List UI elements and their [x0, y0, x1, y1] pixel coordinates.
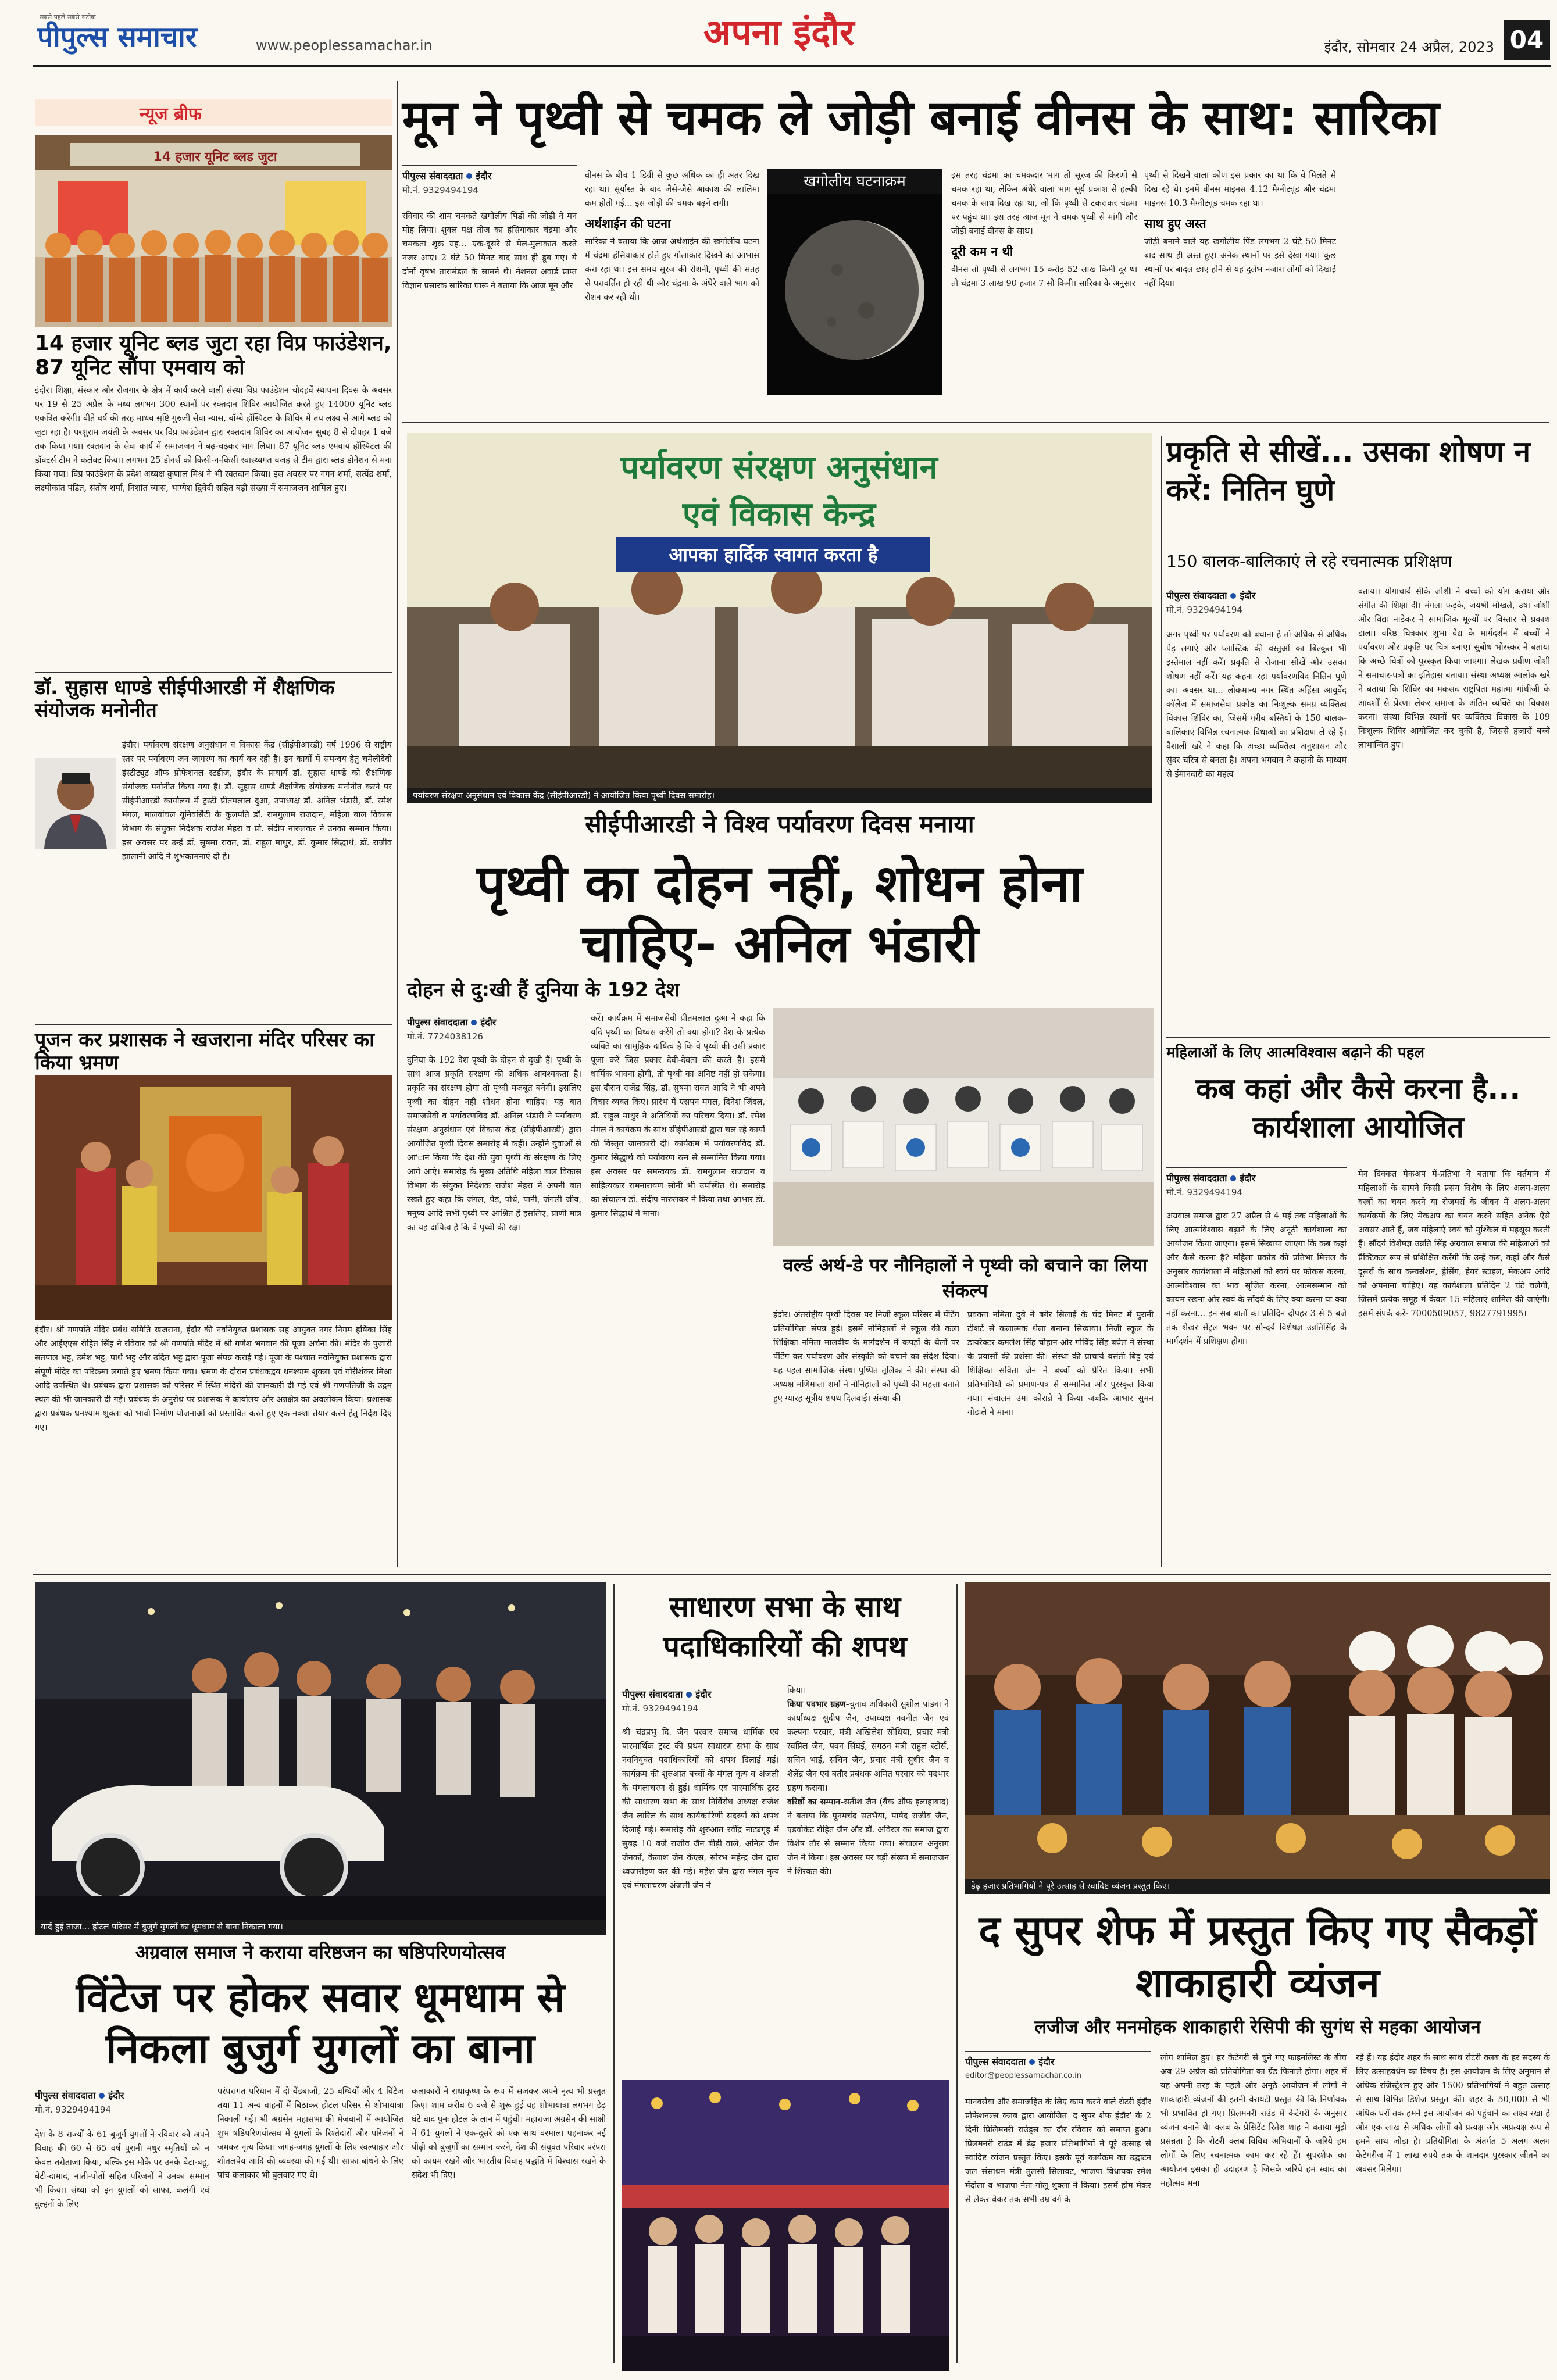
moon-illustration [767, 194, 942, 395]
nitin-bottom-rule [1166, 1037, 1550, 1038]
vintage-headline: विंटेज पर होकर सवार धूमधाम से निकला बुजुर्ग युगलों का बाना [76, 1974, 565, 2072]
super-chef-photo [965, 1582, 1550, 1879]
moon-headline: मून ने पृथ्वी से चमक ले जोड़ी बनाई वीनस के साथ: सारिका [402, 91, 1440, 146]
brand-tagline: सबसे पहले सबसे सटीक [40, 13, 96, 21]
moon-venus-photo [767, 169, 942, 395]
column-rule [397, 81, 398, 1567]
blood-donation-photo [35, 135, 392, 327]
super-chef-byline [965, 2051, 1151, 2083]
byline-phone: मो.नं. 7724038126 [407, 1031, 483, 1042]
byline-phone: मो.नं. 9329494194 [402, 185, 478, 195]
byline-phone: मो.नं. 9329494194 [35, 2104, 111, 2115]
moon-col-4 [1144, 169, 1336, 395]
moon-byline [402, 165, 577, 197]
page-number: 04 [1504, 20, 1550, 60]
moon-col-2a: वीनस के बीच 1 डिग्री से कुछ अधिक का ही अंतर दिख रहा था। सूर्यास्त के बाद जैसे-जैसे आकाश की लालिमा कम होती गई... इस जोड़ी की चमक बढ़ने लगी। [585, 171, 759, 208]
cepard-kicker: सीईपीआरडी ने विश्व पर्यावरण दिवस मनाया [585, 810, 974, 838]
news-brief-text: न्यूज ब्रीफ [140, 104, 202, 124]
brief-3-headline: पूजन कर प्रशासक ने खजराना मंदिर परिसर का किया भ्रमण [35, 1028, 374, 1075]
oath-col-2c: सतीश जैन (बैंक ऑफ इलाहाबाद) ने बताया कि पूनमचंद सतभैया, पार्षद राजीव जैन, एडवोकेट रोहित जैन और डॉ. अविरल का समाज द्वारा विशेष तौर से सम्मान किया गया। संचालन अनुराग जैन ने किया। इस अवसर पर बड़ी संख्या में समाजजन ने शिरकत की। [787, 1797, 949, 1877]
vintage-car-photo [35, 1582, 606, 1920]
masthead-rule [33, 65, 1551, 67]
moon-subhead-1: अर्थशाईन की घटना [585, 217, 671, 231]
cepard-banner-line2: एवं विकास केन्द्र [682, 495, 876, 533]
section-title: अपना इंदौर [703, 11, 855, 53]
byline-name: पीपुल्स संवाददाता [965, 2056, 1026, 2067]
brand-logo[interactable] [37, 13, 247, 58]
super-chef-col-3: रहे हैं। यह इंदौर शहर के साथ साथ रोटरी क्लब के हर सदस्य के लिए उत्साहवर्धन का विषय है। इस आयोजन के लिए अनुमान से अधिक रजिस्ट्रेशन हुए और 1500 प्रतिभागियों ने बहुत उत्साह से साथ विभिन्न डिशेज प्रस्तुत कीं। शहर के 50,000 से भी अधिक घरों तक हमने इस आयोजन को पहुंचाने का लक्ष्य रखा है और एक लाख से अधिक लोगों को प्रत्यक्ष और अप्रत्यक्ष रूप से हमने साथ जोड़ा है। प्रतियोगिता के अंतर्गत 5 अलग अलग कैटेगरीज में 1 लाख रुपये तक के शानदार पुरस्कार जीतने का अवसर मिलेगा। [1356, 2053, 1550, 2174]
byline-place: इंदौर [1038, 2056, 1055, 2067]
super-chef-subhead: लजीज और मनमोहक शाकाहारी रेसिपी की सुगंध से महका आयोजन [1034, 2017, 1481, 2038]
brief-2-headline: डॉ. सुहास धाण्डे सीईपीआरडी में शैक्षणिक संयोजक मनोनीत [35, 676, 335, 723]
earth-day-headline: वर्ल्ड अर्थ-डे पर नौनिहालों ने पृथ्वी को बचाने का लिया संकल्प [783, 1254, 1148, 1302]
oath-lead-2: वरिष्ठों का सम्मान- [787, 1797, 844, 1807]
moon-bottom-rule [402, 422, 1549, 423]
moon-col-4b: जोड़ी बनाने वाले यह खगोलीय पिंड लगभग 2 घंटे 50 मिनट बाद साथ ही अस्त हुए। अनेक स्थानों पर इसे देखा गया। कुछ स्थानों पर बादल छाए होने से यह दुर्लभ नजारा लोगों को दिखाई नहीं दिया। [1144, 237, 1336, 288]
oath-col-2b: चुनाव अधिकारी सुशील पांड्या ने कार्याध्यक्ष सुदीप जैन, उपाध्यक्ष नवनीत जैन एवं कल्पना परवार, मंत्री अखिलेश सोधिया, प्रचार मंत्री स्वप्निल जैन, पवन सिंघई, संगठन मंत्री राहुल स्टोर्स, सचिन भाई, सचिन जैन, प्रचार मंत्री सुधीर जैन व शैलेंद्र जैन एवं बतौर प्रबंधक अमित परवार को पदभार ग्रहण कराया। [787, 1700, 949, 1793]
byline-dot-icon [471, 1020, 477, 1025]
moon-col-4a: पृथ्वी से दिखने वाला कोण इस प्रकार का था कि वे मिलते से दिख रहे थे। इनमें वीनस माइनस 4.12 मैग्नीट्यूड और चंद्रमा माइनस 10.3 मैग्नीट्यूड चमक रहा था। [1144, 171, 1336, 208]
cepard-subhead: दोहन से दु:खी हैं दुनिया के 192 देश [407, 978, 680, 1002]
byline-place: इंदौर [108, 2090, 124, 2101]
byline-dot-icon [99, 2093, 105, 2099]
site-url[interactable]: www.peoplessamachar.in [256, 37, 433, 53]
moon-subhead-3: साथ हुए अस्त [1144, 217, 1206, 231]
temple-illustration [35, 1075, 392, 1320]
masthead [0, 0, 1557, 69]
oath-headline: साधारण सभा के साथ पदाधिकारियों की शपथ [663, 1590, 907, 1663]
brief-1-body: इंदौर। शिक्षा, संस्कार और रोजगार के क्षेत्र में कार्य करने वाली संस्था विप्र फाउंडेशन चौदहवें स्थापना दिवस के अवसर पर 19 से 25 अप्रैल के मध्य लगभग 300 स्थानों पर रक्तदान शिविर आयोजित करते हुए 14000 यूनिट ब्लड एकत्रित करेगी। बीते वर्ष की तरह माधव सृष्टि गुरुजी सेवा न्यास, बॉम्बे हॉस्पिटल के शिविर में तय लक्ष्य से आगे ब्लड को जुटा रहा है। परशुराम जयंती के अवसर पर विप्र फाउंडेशन द्वारा रक्तदान शिविर का आयोजन सुबह 8 से दोपहर 1 बजे तक किया गया। रक्तदान के सेवा कार्य में समाजजन ने बढ़-चढ़कर भाग लिया। 87 यूनिट ब्लड एमवाय हॉस्पिटल की डॉक्टर्स टीम ने कलेक्ट किया। लगभग 25 डोनर्स को किसी-न-किसी स्वास्थ्यगत वजह से टीम द्वारा ब्लड डोनेशन से मना किया गया। विप्र फाउंडेशन के प्रदेश अध्यक्ष कुणाल मिश्र ने भी रक्तदान किया। इस अवसर पर गगन शर्मा, सत्येंद्र शर्मा, लक्ष्मीकांत पंडित, संतोष शर्मा, निशांत व्यास, भाग्येश द्विवेदी सहित बड़ी संख्या में समाजजन शामिल हुए। [35, 386, 392, 493]
moon-col-3 [951, 169, 1137, 395]
khajrana-temple-photo [35, 1075, 392, 1320]
moon-col-2b: सारिका ने बताया कि आज अर्थशाईन की खगोलीय घटना में चंद्रमा हंसियाकार होते हुए गोलाकार दिखने का आभास करा रहा था। इस समय सूरज की रोशनी, पृथ्वी की सतह से परावर्तित हो रही थी और चंद्रमा के अंधेरे वाले भाग को रोशन कर रही थी। [585, 237, 759, 302]
workshop-byline [1166, 1167, 1347, 1199]
vintage-byline [35, 2085, 209, 2117]
earth-day-photo [773, 1008, 1154, 1246]
brief-3-body: इंदौर। श्री गणपति मंदिर प्रबंध समिति खजराना, इंदौर की नवनियुक्त प्रशासक सह आयुक्त नगर निगम हर्षिका सिंह और आईएएस रोहित सिंह ने रविवार को श्री गणपति मंदिर में श्री गणेश भगवान की पूजा अर्चना की। मंदिर के पुजारी सतपाल भट्ट, उमेश भट्ट, पार्थ भट्ट और उदित भट्ट द्वारा पूजा संपन्न कराई गई। पूजा के पश्चात नवनियुक्त प्रशासक द्वारा संपूर्ण मंदिर का परिक्रमा लगाते हुए भ्रमण किया गया। भ्रमण के दौरान प्रबंधकद्वय धनश्याम शुक्ला एवं गौरीशंकर मिश्रा आदि उपस्थित थे। प्रबंधक द्वारा प्रशासक को परिसर में स्थित मंदिरों की जानकारी दी गई एवं श्री गणपतिजी के उद्गम स्थल की भी जानकारी दी गई। प्रबंधक के अनुरोध पर प्रशासक ने कार्यालय और अन्नक्षेत्र का अवलोकन किया। प्रशासक द्वारा प्रबंधक धनश्याम शुक्ला को भावी निर्माण योजनाओं को प्रस्तावित करते हुए एक नक्शा तैयार करने हेतु निर्देश दिए गए। [35, 1325, 392, 1432]
nitin-headline: प्रकृति से सीखें... उसका शोषण न करें: नितिन घुणे [1166, 435, 1531, 507]
super-chef-illustration [965, 1582, 1550, 1879]
cepard-event-photo [407, 433, 1152, 788]
oath-col-2 [787, 1684, 949, 2074]
byline-phone: मो.नं. 9329494194 [1166, 1187, 1242, 1198]
brief-divider [35, 1024, 392, 1025]
earth-day-col-1: इंदौर। अंतर्राष्ट्रीय पृथ्वी दिवस पर निजी स्कूल परिसर में पेंटिंग प्रतियोगिता संपन्न हुई। इसमें नौनिहालों ने स्कूल की कला शिक्षिका नमिता मालवीय के मार्गदर्शन में कपड़ों के थैलों पर पेंटिंग कर पर्यावरण और संस्कृति को बचाने का संदेश दिया। यह पहल सामाजिक संस्था पुष्पित तूलिका ने की। संस्था की अध्यक्ष मणिमाला शर्मा ने नौनिहालों को पृथ्वी की महत्ता बताते हुए ग्यारह सूत्रीय शपथ दिलवाई। संस्था की [773, 1310, 959, 1403]
vintage-col-2: परंपरागत परिधान में दो बैंडबाजों, 25 बग्घियों और 4 विंटेज तथा 11 अन्य वाहनों में बिठाकर होटल परिसर से शोभायात्रा निकाली गई। श्री अग्रसेन महासभा की मेजबानी में आयोजित शुभ षष्ठिपरिणयोत्सव में युगलों के रिश्तेदारों और परिजनों ने जमकर नृत्य किया। जगह-जगह युगलों के लिए स्वल्पाहार और शीतलपेय आदि की व्यवस्था की गई थी। साफा बांधने के लिए पांच कलाकार भी बुलवाए गए थे। [217, 2087, 403, 2180]
brand-name: पीपुल्स समाचार [37, 21, 197, 53]
cepard-byline [407, 1012, 581, 1044]
byline-place: इंदौर [1240, 590, 1256, 601]
brief-divider [35, 672, 392, 673]
column-rule [613, 1584, 615, 2363]
cepard-headline: पृथ्वी का दोहन नहीं, शोधन होना चाहिए- अनिल भंडारी [476, 853, 1083, 974]
oath-ceremony-illustration [622, 2080, 949, 2371]
brief-1-headline: 14 हजार यूनिट ब्लड जुटा रहा विप्र फाउंडेशन, 87 यूनिट सौंपा एमवाय को [35, 331, 392, 380]
news-brief-label [35, 99, 392, 126]
portrait-spacer [35, 738, 122, 852]
workshop-col-1: अग्रवाल समाज द्वारा 27 अप्रैल से 4 मई तक महिलाओं के लिए आत्मविश्वास बढ़ाने के लिए अनूठी कार्यशाला का आयोजन किया जाएगा। इसमें सिखाया जाएगा कि कब कहां और कैसे करना है? महिला प्रकोष्ठ की प्रतिभा मित्तल के अनुसार कार्यशाला में महिलाओं को स्वयं पर फोकस करना, आत्मविश्वास का भाव सृजित करना, आत्मसम्मान को कायम रखना और स्वयं के सौंदर्य के लिए क्या करना या क्या नहीं करना... इन सब बातों का प्रतिदिन दोपहर 3 से 5 बजे तक शेखर सेंट्रल भवन पर सौन्दर्य विशेषज्ञ उन्नतिसिंह के मार्गदर्शन में प्रशिक्षण होगा। [1166, 1212, 1347, 1346]
byline-place: इंदौर [480, 1017, 497, 1028]
cepard-photo-caption: पर्यावरण संरक्षण अनुसंधान एवं विकास केंद्र (सीईपीआरडी) ने आयोजित किया पृथ्वी दिवस समारोह। [407, 788, 1152, 803]
moon-photo-label: खगोलीय घटनाक्रम [767, 169, 942, 195]
oath-col-1: श्री चंद्रप्रभु दि. जैन परवार समाज धार्मिक एवं पारमार्थिक ट्रस्ट की प्रथम साधारण सभा के साथ नवनियुक्त पदाधिकारियों को शपथ दिलाई गई। कार्यक्रम की शुरुआत बच्चों के मंगल नृत्य व अंजली के मंगलाचरण से हुई। धार्मिक एवं पारमार्थिक ट्रस्ट की साधारण सभा के साथ निर्विरोध अध्यक्ष राजेश जैन लारिल के साथ कार्यकारिणी सदस्यों को शपथ दिलाई गई। समारोह की शुरुआत रवींद्र नाट्यगृह में सुबह 10 बजे राजीव जैन बीड़ी वाले, अनिल जैन जैनकों, कैलाश जैन केएस, सौरभ महेन्द्र जैन द्वारा ध्वजारोहण कर की गई। महेश जैन द्वारा मंगल नृत्य एवं मंगलाचरण अंजली जैन ने [622, 1728, 779, 1891]
dateline: इंदौर, सोमवार 24 अप्रैल, 2023 [1324, 39, 1494, 55]
cepard-banner-line3: आपका हार्दिक स्वागत करता है [616, 537, 930, 572]
moon-col-3b: वीनस तो पृथ्वी से लगभग 15 करोड़ 52 लाख किमी दूर था तो चंद्रमा 3 लाख 90 हजार 7 सौ किमी। सारिका के अनुसार [951, 265, 1137, 288]
byline-dot-icon [1230, 1175, 1236, 1181]
byline-name: पीपुल्स संवाददाता [1166, 590, 1227, 601]
brief-2-body: इंदौर। पर्यावरण संरक्षण अनुसंधान व विकास केंद्र (सीईपीआरडी) वर्ष 1996 से राष्ट्रीय स्तर पर पर्यावरण जन जागरण का कार्य कर रही है। इन कार्यों में समन्वय हेतु चमेलीदेवी इंस्टीट्यूट ऑफ प्रोफेशनल स्टडीज, इंदौर के प्राचार्य डॉ. सुहास धाण्डे को शैक्षणिक संयोजक मनोनीत किया गया है। डॉ. सुहास धाण्डे शैक्षणिक संयोजक मनोनीत करने पर सीईपीआरडी कार्यालय में ट्रस्टी प्रीतमलाल दुआ, उपाध्यक्ष डॉ. अनिल भंडारी, डॉ. रमेश मंगल, मालवांचल यूनिवर्सिटी के कुलपति डॉ. रामगुलाम राजदान, महिला बाल विकास विभाग के संयुक्त निदेशक राजेश मेहरा व प्रो. संदीप नारुलकर ने उनका सम्मान किया। इस अवसर पर उन्हें डॉ. सुषमा रावत, डॉ. राहुल माथुर, डॉ. कुमार सिद्धार्थ, डॉ. राजीव झालानी आदि ने शुभकामनाएं दी है। [35, 738, 392, 1017]
byline-place: इंदौर [695, 1689, 712, 1700]
super-chef-col-1: मानवसेवा और समाजहित के लिए काम करने वाले रोटरी इंदौर प्रोफेशनल्स क्लब द्वारा आयोजित 'द सुपर शेफ इंदौर' के 2 दिनी प्रिलिमनरी राउंड्स का दौर रविवार को समाप्त हुआ। प्रिलमनरी राउंड में डेढ़ हजार प्रतिभागियों ने पूरे उत्साह से स्वादिष्ट व्यंजन प्रस्तुत किए। इसके पूर्व कार्यक्रम का उद्घाटन जल संसाधन मंत्री तुलसी सिलावट, भाजपा विधायक रमेश मेंदोला व भाजपा नेता गोलू शुक्ला ने किया। इसमें होम मेकर से लेकर बेकर तक सभी उम्र वर्ग के [965, 2097, 1151, 2204]
vintage-col-1: देश के 8 राज्यों के 61 बुजुर्ग युगलों ने रविवार को अपने विवाह की 60 से 65 वर्ष पुरानी मधुर स्मृतियों को न केवल तरोताजा किया, बल्कि इस मौके पर उनके बेटा-बहू, बेटी-दामाद, नाती-पोतों सहित परिजनों ने उनका सम्मान भी किया। संध्या को इन युगलों को साफा, कलंगी एवं दुल्हनों के लिए [35, 2130, 209, 2209]
cepard-col-2: करें। कार्यक्रम में समाजसेवी प्रीतमलाल दुआ ने कहा कि यदि पृथ्वी का विध्वंस करेंगे तो क्या होगा? देश के प्रत्येक व्यक्ति का सामूहिक दायित्व है कि वे पृथ्वी की उसी प्रकार पूजा करें जिस प्रकार देवी-देवता की करते हैं। इसमें धार्मिक भावना होगी, तो पृथ्वी का अनिष्ट नहीं हो सकेगा। इस दौरान राजेंद्र सिंह, डॉ. सुषमा रावत आदि ने भी अपने विचार व्यक्त किए। प्रारंभ में एसपन मंगल, दिनेश जिंदल, डॉ. राहुल माथुर ने अतिथियों का परिचय दिया। डॉ. रमेश मंगल ने कार्यक्रम के साथ सीईपीआरडी द्वारा चल रहे कार्यों की विस्तृत जानकारी दी। कार्यक्रम में पर्यावरणविद डॉ. कुमार सिद्धार्थ को पर्यावरण रत्न से सम्मानित किया गया। इस अवसर पर समन्वयक डॉ. रामगुलाम राजदान व साहित्यकार रामनारायण सोनी भी उपस्थित थे। समारोह का संचालन डॉ. संदीप नारुलकर ने किया तथा आभार डॉ. कुमार सिद्धार्थ ने माना। [591, 1014, 765, 1218]
byline-name: पीपुल्स संवाददाता [407, 1017, 468, 1028]
byline-dot-icon [1029, 2059, 1035, 2065]
nitin-col-2: बताया। योगाचार्य सीके जोशी ने बच्चों को योग कराया और संगीत की शिक्षा दी। मंगला फड़के, जयश्री मोखले, उषा जोशी और विद्या नाडेकर ने सामाजिक मूल्यों पर विस्तार से प्रकाश डाला। वरिष्ठ चित्रकार शुभा वैद्य के मार्गदर्शन में बच्चों ने पर्यावरण और प्रकृति पर चित्र बनाए। सुबोध भोरस्कर ने बताया कि अच्छे चित्रों को पुरस्कृत किया जाएगा। लेखक प्रवीण जोशी ने समाचार-पत्रों का इतिहास बताया। संस्था अध्यक्ष आलोक खरे ने बताया कि शिविर का मकसद राष्ट्रपिता महात्मा गांधीजी के आदर्शों से प्रेरणा लेकर समाज के अंतिम व्यक्ति का विकास करना। संस्था विभिन्न स्थानों पर व्यक्तित्व विकास के 109 निःशुल्क शिविर आयोजित कर चुकी है, जिससे हजारों बच्चे लाभान्वित हुए। [1358, 587, 1550, 750]
moon-col-1: रविवार की शाम चमकते खगोलीय पिंडों की जोड़ी ने मन मोह लिया। शुक्ल पक्ष तीज का हंसियाकार चंद्रमा और चमकता शुक्र ग्रह... एक-दूसरे से मेल-मुलाकात करते नजर आए। 2 घंटे 50 मिनट बाद साथ ही डूब गए। ये दोनों वृषभ तारामंडल के सामने थे। नेशनल अवार्ड प्राप्त विज्ञान प्रसारक सारिका घारू ने बताया कि आज मून और [402, 212, 577, 291]
vintage-col-3: कलाकारों ने राधाकृष्ण के रूप में सजकर अपने नृत्य भी प्रस्तुत किए। शाम करीब 6 बजे से शुरू हुई यह शोभायात्रा लगभग डेढ़ घंटे बाद पुनः होटल के लान में पहुंची। महाराजा अग्रसेन की साक्षी में 61 युगलों ने एक-दूसरे को एक साथ वरमाला पहनाकर नई पीढ़ी को बुजुर्गों का सम्मान करने, देश की संयुक्त परिवार परंपरा को कायम रखने और भारतीय विवाह पद्धति में विश्वास रखने के संदेश भी दिए। [412, 2087, 606, 2180]
workshop-col-2: मेन दिक्कत मेकअप में-प्रतिभा ने बताया कि वर्तमान में महिलाओं के सामने किसी प्रसंग विशेष के लिए अलग-अलग वस्त्रों का चयन करने या रोजमर्रा के जीवन में अलग-अलग कार्यक्रमों के लिए मेकअप का चयन करने सहित अनेक ऐसे अवसर आते हैं, जब महिलाएं स्वयं को मुश्किल में महसूस करती हैं। सौंदर्य विशेषज्ञ उन्नति सिंह अग्रवाल समाज की महिलाओं को प्रैक्टिकल रूप से प्रशिक्षित करेंगी कि उन्हें कब, कहां और कैसे दूसरों के साथ कन्वर्सेशन, ड्रेसिंग, हेयर स्टाइल, मेकअप आदि को अपनाना चाहिए। यह कार्यशाला प्रतिदिन 2 घंटे चलेगी, जिसमें प्रत्येक समूह में केवल 15 महिलाएं शामिल की जाएंगी। इसमें संपर्क करें- 7000509057, 9827791995। [1358, 1170, 1550, 1318]
lower-section-rule [33, 1574, 1551, 1575]
byline-phone: मो.नं. 9329494194 [1166, 605, 1242, 615]
nitin-col-1: अगर पृथ्वी पर पर्यावरण को बचाना है तो अधिक से अधिक पेड़ लगाएं और प्लास्टिक की वस्तुओं का बिल्कुल भी इस्तेमाल नहीं करें। प्रकृति से रोजाना सीखें और उसका शोषण नहीं करें। यह कहना रहा पर्यावरणविद नितिन घुणे का। अवसर था... लोकमान्य नगर स्थित अहिंसा आयुर्वेद कॉलेज में समाजसेवा प्रकोष्ठ का निःशुल्क समग्र व्यक्तित्व विकास शिविर का, जिसमें गरीब बस्तियों के 150 बालक-बालिकाएं विभिन्न रचनात्मक विधाओं का प्रशिक्षण ले रहे हैं। वैशाली खरे ने कहा कि अच्छा व्यक्तित्व अनुशासन और सुंदर चरित्र से बनता है। अपना भगवान ने कहानी के माध्यम से ईमानदारी का महत्व [1166, 630, 1347, 779]
cepard-banner-line1: पर्यावरण संरक्षण अनुसंधान [620, 449, 938, 487]
byline-dot-icon [1230, 593, 1236, 599]
nitin-byline [1166, 585, 1347, 617]
earth-day-col-2: प्रवक्ता नमिता दुबे ने बगैर सिलाई के चंद मिनट में पुरानी टीशर्ट से कलात्मक थैला बनाना सिखाया। निजी स्कूल के डायरेक्टर कमलेश सिंह चौहान और गोविंद सिंह बघेल ने संस्था के प्रयासों की प्रशंसा की। संस्था की प्राचार्य बसंती बिट्ट एवं शिक्षिका सविता जैन ने बच्चों को प्रेरित किया। सभी प्रतिभागियों को प्रमाण-पत्र से सम्मानित और पुरस्कृत किया गया। संचालन उमा कोरान्ने ने किया जबकि आभार सुमन गोडाले ने माना। [967, 1310, 1154, 1417]
moon-subhead-2: दूरी कम न थी [951, 245, 1013, 259]
oath-byline [622, 1684, 779, 1716]
banner-text: 14 हजार यूनिट ब्लड जुटा [153, 150, 277, 165]
nitin-subhead: 150 बालक-बालिकाएं ले रहे रचनात्मक प्रशिक्षण [1166, 552, 1452, 571]
byline-dot-icon [686, 1692, 692, 1698]
byline-name: पीपुल्स संवाददाता [1166, 1173, 1227, 1184]
oath-ceremony-photo [622, 2080, 949, 2371]
super-chef-col-2: लोग शामिल हुए। हर कैटेगरी से चुने गए फाइनलिस्ट के बीच अब 29 अप्रैल को प्रतियोगिता का ग्रैंड फिनाले होगा। शहर में यह अपनी तरह के पहले और अनूठे आयोजन में लोगों ने शाकाहारी व्यंजनों की इतनी वेरायटी प्रस्तुत की कि निर्णायक भी प्रभावित हो गए। प्रिलमनरी राउंड में कैटेगरी के अनुसार व्यंजन बनाने थे। क्लब के प्रेसिडेंट रितेश शाह ने बताया मुझे प्रसन्नता है कि रोटरी क्लब विविध अभियानों के जरिये हम लोगों के लिए रचनात्मक काम कर रहे हैं। सुपरशेफ का आयोजन इसका ही उदाहरण है जिसके जरिये हम स्वाद का महोत्सव मना [1160, 2053, 1347, 2188]
workshop-headline: कब कहां और कैसे करना है... कार्यशाला आयोजित [1195, 1072, 1521, 1144]
earth-day-illustration [773, 1008, 1154, 1246]
byline-name: पीपुल्स संवाददाता [35, 2090, 96, 2101]
vintage-photo-caption: यादें हुई ताजा... होटल परिसर में बुजुर्ग युगलों का धूमधाम से बाना निकाला गया। [35, 1920, 606, 1935]
super-chef-caption: डेढ़ हजार प्रतिभागियों ने पूरे उत्साह से स्वादिष्ट व्यंजन प्रस्तुत किए। [965, 1879, 1550, 1894]
byline-phone: मो.नं. 9329494194 [622, 1703, 698, 1714]
vintage-car-illustration [35, 1582, 606, 1920]
super-chef-headline: द सुपर शेफ में प्रस्तुत किए गए सैकड़ों शाकाहारी व्यंजन [979, 1907, 1537, 2007]
column-rule [1161, 436, 1162, 1567]
byline-place: इंदौर [476, 170, 492, 181]
byline-place: इंदौर [1240, 1173, 1256, 1184]
vintage-kicker: अग्रवाल समाज ने कराया वरिष्ठजन का षष्ठिपरिणयोत्सव [135, 1941, 506, 1963]
column-rule [956, 1584, 958, 2363]
workshop-kicker: महिलाओं के लिए आत्मविश्वास बढ़ाने की पहल [1166, 1044, 1425, 1062]
moon-col-3a: इस तरह चंद्रमा का चमकदार भाग तो सूरज की किरणों से चमक रहा था, लेकिन अंधेरे वाला भाग सूर्य प्रकाश से हल्की चमक के साथ दिख रहा था, जो कि पृथ्वी से टकराकर चंद्रमा पर पहुंच था। इस तरह आज मून ने चमक पृथ्वी से मांगी और जोड़ी बनाई वीनस के साथ। [951, 171, 1137, 236]
byline-name: पीपुल्स संवाददाता [622, 1689, 683, 1700]
byline-dot-icon [466, 173, 472, 179]
byline-email[interactable]: editor@peoplessamachar.co.in [965, 2071, 1081, 2080]
cepard-col-1: दुनिया के 192 देश पृथ्वी के दोहन से दुखी हैं। पृथ्वी के साथ आज प्रकृति संरक्षण की अधिक आवश्यकता है। प्रकृति का संरक्षण होगा तो पृथ्वी मजबूत बनेगी। इसलिए पृथ्वी का दोहन नहीं शोधन होना चाहिए। यह बात समाजसेवी व पर्यावरणविद डॉ. अनिल भंडारी ने पर्यावरण संरक्षण अनुसंधान एवं विकास केंद्र (सीईपीआरडी) द्वारा आयोजित पृथ्वी दिवस समारोह में कही। उन्होंने युवाओं से आ'ान किया कि देश की युवा पृथ्वी के संरक्षण के लिए आगे आएं। समारोह के मुख्य अतिथि महिला बाल विकास विभाग के संयुक्त निदेशक राजेश मेहरा ने अपनी बात रखते हुए कहा कि जंगल, पेड़, पौधे, पानी, जंगली जीव, मनुष्य आदि सभी पृथ्वी पर आश्रित हैं इसलिए, प्राणी मात्र का यह दायित्व है कि वे पृथ्वी की रक्षा [407, 1056, 581, 1232]
byline-name: पीपुल्स संवाददाता [402, 170, 463, 181]
moon-col-2 [585, 169, 759, 395]
oath-lead-1: किया पदभार ग्रहण- [787, 1699, 849, 1709]
oath-col-2a: किया। [787, 1686, 806, 1695]
